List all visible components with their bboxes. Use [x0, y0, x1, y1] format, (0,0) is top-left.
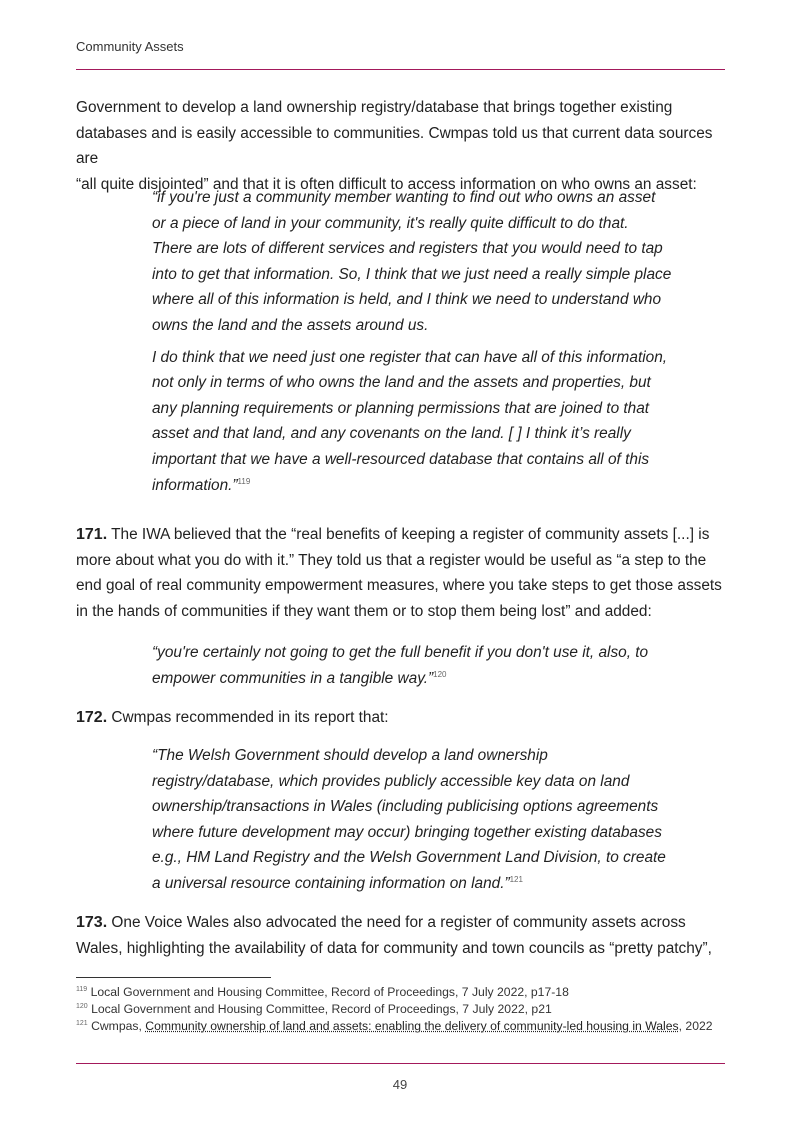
footnote-number: 119: [76, 986, 88, 993]
intro-paragraph: [76, 95, 726, 197]
footnote-ref-121[interactable]: 121: [509, 874, 523, 884]
footnote-120: [76, 1001, 726, 1018]
intro-line-2: databases and is easily accessible to communities. Cwmpas told us that current data sources are: [76, 124, 713, 168]
quote-1-para-2-text: I do think that we need just one register that can have all of this information, not only in terms of who owns the land and the assets and properties, but any planning requirements or planning permissions that are joined to that asset and that land, and any covenants on the land. [ ] I think it’s really important that we have a well-resourced database that contains all of this information.”: [152, 348, 668, 494]
intro-line-3: “all quite disjointed” and that it is often difficult to access information on who owns an asset:: [76, 175, 697, 193]
footnote-ref-119[interactable]: 119: [237, 476, 251, 486]
footnote-prefix: Cwmpas,: [91, 1019, 146, 1033]
page-number: 49: [392, 1077, 408, 1092]
footnote-text: Local Government and Housing Committee, Record of Proceedings, 7 July 2022, p21: [91, 1002, 552, 1016]
footnote-ref-120[interactable]: 120: [433, 669, 447, 679]
footer-divider: [76, 1063, 725, 1064]
header-title: Community Assets: [76, 39, 184, 54]
footnote-119: [76, 984, 726, 1001]
header-divider: [76, 69, 725, 70]
footnote-text: Local Government and Housing Committee, Record of Proceedings, 7 July 2022, p17-18: [90, 985, 569, 999]
paragraph-text: Cwmpas recommended in its report that:: [111, 709, 389, 726]
quote-1-para-2: [152, 345, 672, 499]
paragraph-173: [76, 910, 726, 961]
quote-3: [152, 743, 672, 897]
footnote-suffix: , 2022: [678, 1019, 713, 1033]
footnote-link[interactable]: Community ownership of land and assets: enabling the delivery of community-led housing in Wales: [145, 1019, 679, 1033]
quote-1: [152, 185, 672, 498]
quote-1-para-1: “if you're just a community member wanting to find out who owns an asset or a piece of land in your community, it's really quite difficult to do that. There are lots of different services and registers that you would need to tap into to get that information. So, I think that we just need a really simple place where all of this information is held, and I think we need to understand who owns the land and the assets around us.: [152, 189, 672, 334]
footnote-number: 121: [76, 1020, 88, 1027]
quote-2-text: “you're certainly not going to get the full benefit if you don't use it, also, to empower communities in a tangible way.”: [152, 644, 649, 687]
footnote-121: [76, 1018, 726, 1035]
paragraph-171: [76, 522, 726, 624]
quote-3-text: “The Welsh Government should develop a land ownership registry/database, which provides publicly accessible key data on land ownership/transactions in Wales (including publicising options agreements where future development may occur) bringing together existing databases e.g., HM Land Registry and the Welsh Government Land Division, to create a universal resource containing information on land.”: [152, 747, 666, 892]
paragraph-text: One Voice Wales also advocated the need for a register of community assets across Wales, highlighting the availability of data for community and town councils as “pretty patchy”,: [76, 914, 712, 957]
intro-line-1: Government to develop a land ownership registry/database that brings together existing: [76, 99, 673, 116]
paragraph-number: 173.: [76, 914, 108, 931]
footnote-divider: [76, 977, 271, 978]
paragraph-text: The IWA believed that the “real benefits of keeping a register of community assets [...] is more about what you do with it.” They told us that a register would be useful as “a step to the end goal of real community empowerment measures, where you take steps to get those assets in the hands of communities if they want them or to stop them being lost” and added:: [76, 526, 722, 620]
paragraph-172: [76, 705, 726, 731]
paragraph-number: 171.: [76, 526, 108, 543]
footnote-number: 120: [76, 1003, 88, 1010]
quote-2: [152, 640, 672, 691]
paragraph-number: 172.: [76, 709, 108, 726]
